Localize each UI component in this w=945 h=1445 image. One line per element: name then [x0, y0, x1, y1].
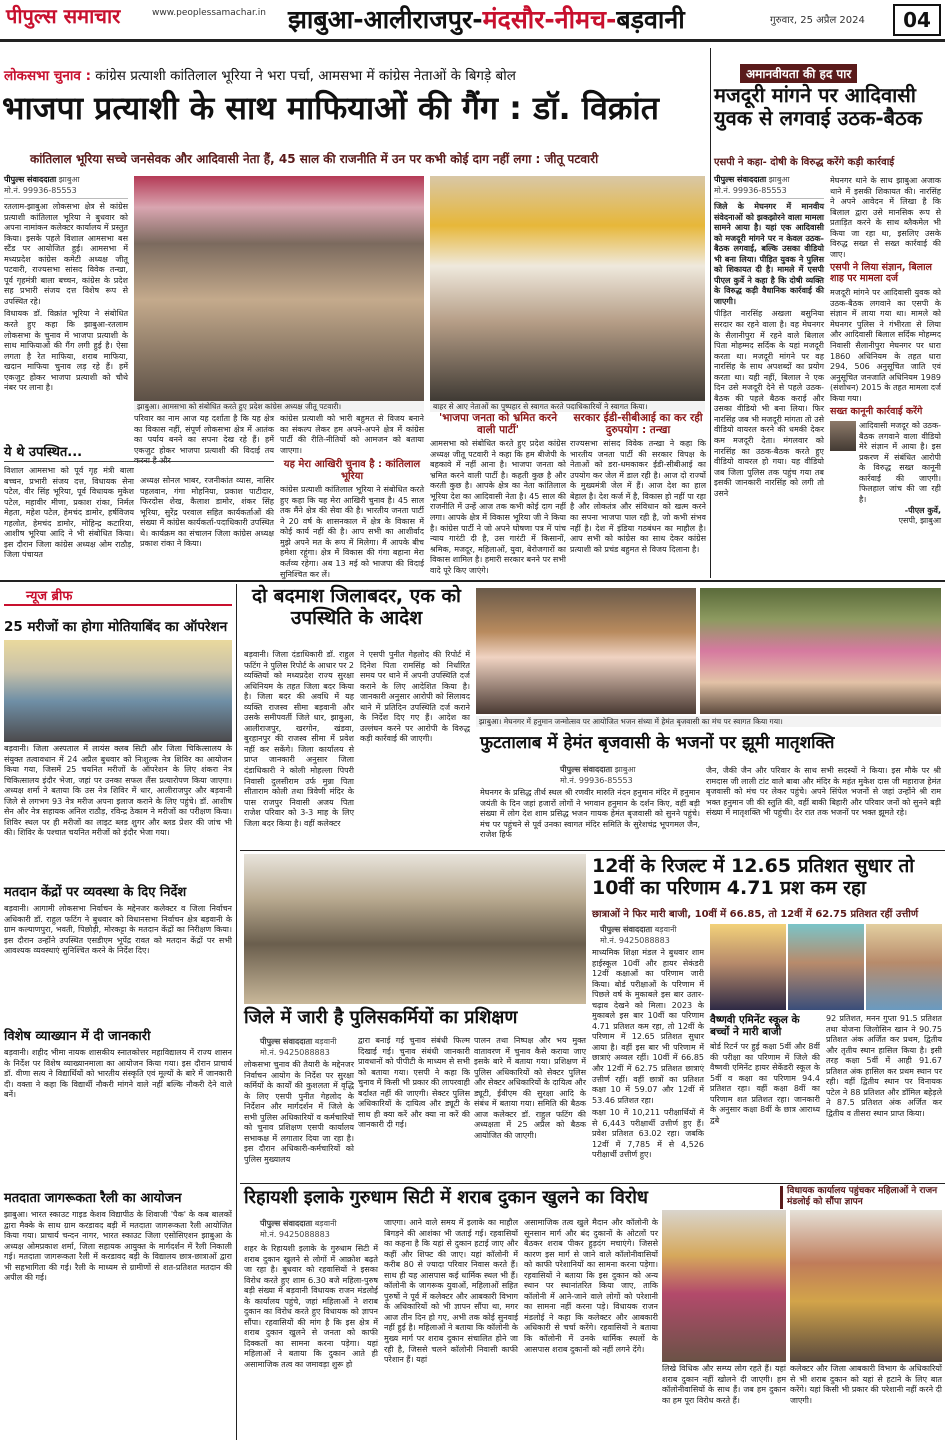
- brief-4-text: झाबुआ। भारत स्काउट गाइड केशव विद्यापीठ के शिवाजी 'पैक' के कब बालकों द्वारा मैक्के के साथ ग्राम करडावद बड़ी में मतदाता जागरूकता रैली आयोजित किया गया। प्राचार्य चन्दन नागर, भारत स्काउट जिला एसोसिएशन झाबुआ के अध्यक्ष ओमप्रकाश शर्मा, जिला सहायक आयुक्त के मार्गदर्शन में रैली निकाली गई। मतदाता जागरूकता रैली में करडावद बड़ी के विद्यालय छात्र-छात्राओं द्वारा भी सहभागिता की गई। रैली के माध्यम से ग्रामीणों से शत-प्रतिशत मतदान की अपील की गई।: [4, 1210, 232, 1283]
- liquor-caption-1-text: लिखे विधिक और सम्प्य लोग रहते हैं। यहां शराब दुकान नहीं खोलने दी जाएगी। हम कॉलोनीवासियों के साथ हैं। जब हम दुकान का हम पूरा विरोध करते हैं।: [662, 1364, 786, 1405]
- liquor-byline-place: बड़वानी: [314, 1219, 337, 1228]
- tankha-quote-body: राज्यसभा सांसद विवेक तन्खा ने कहा कि भारतीय जनता पार्टी की सरकार विपक्ष के नेताओं को डरा-धमकाकर ईडी-सीबीआई का उपयोग कर जेल में डाल रही है। आज दो राज्यों के मुख्यमंत्री जेल में हैं। आज देश का हाल बेहाल है। देश कर्ज में है, विकास हो नहीं पा रहा है और लोकतंत्र और संविधान को खत्म करने का सपना भाजपा पाल रही है, जो कभी संभव नहीं है। देश में इंडिया गठबंधन का माहौल है। आप सभी को कांग्रेस का साथ देकर कांग्रेस प्रत्याशी को प्रचंड बहुमत से विजय दिलाना है।: [570, 439, 706, 554]
- masthead: [0, 0, 945, 42]
- result-school-col-1: [710, 1042, 820, 1180]
- lead-column-4-text: कांग्रेस प्रत्याशी को भारी बहुमत से विजय बनाने का संकल्प लेकर हम अपने-अपने क्षेत्र में कांग्रेस पार्टी की रीति-नीतियों को आमजन को बताया जाएगा।: [280, 414, 424, 455]
- side-body-2: पीड़ित नारसिंह अखला बसुनिया सरदार का रहने वाला है। वह मेघनगर के सैलानीपुरा में रहने वाले बिलाल पिता मोहम्मद सर्दिक के यहां मजदूरी करता था। मजदूरी मांगने पर वह नारसिंह के साथ अपशब्दों का प्रयोग करता था। यही नहीं, बिलाल ने एक दिन उसे मजदूरी देने से पहले उठक-बैठक की पहले बैठक कराई और उसका वीडियो भी बना लिया। फिर नारसिंह जब भी मजदूरी मांगता तो उसे वीडियो वायरल करने की धमकी देकर कम मजदूरी देता। मंगलवार को नारसिंह का उठक-बैठक करते हुए वीडियो वायरल हो गया। यह वीडियो जब जिला पुलिस तक पहुंच गया तब इसकी जानकारी नारसिंह को लगी तो उसने: [714, 309, 824, 498]
- side-subhead-fir: एसपी ने लिया संज्ञान, बिलाल शाह पर मामला दर्ज: [830, 262, 932, 285]
- bhajan-byline-author: पीपुल्स संवाददाता: [560, 765, 613, 774]
- lead-strap-text: कांग्रेस प्रत्याशी कांतिलाल भूरिया ने भरा पर्चा, आमसभा में कांग्रेस नेताओं के बिगड़े बोल: [95, 68, 516, 84]
- training-headline: जिले में जारी है पुलिसकर्मियों का प्रशिक्षण: [244, 1007, 518, 1028]
- present-list-col-2: [140, 476, 274, 578]
- bhajan-headline: फुटतालाब में हेमंत बृजवासी के भजनों पर झूमी मातृशक्ति: [480, 733, 835, 753]
- zilabadar-text-2: ने एसपी पुनीत गेहलोद की रिपोर्ट में दिनेश पिता रामसिंह को निर्धारित समय पर थाने में अपनी उपस्थिति दर्ज कराने के लिए आदेशित किया है। जानकारी अनुसार आरोपी को सिलावद थाने में प्रतिदिन उपस्थिति दर्ज कराने के निर्देश दिए गए हैं। आदेश का उल्लंघन करने पर आरोपी के विरुद्ध कड़ी कार्रवाई की जाएगी।: [360, 650, 470, 744]
- bhajan-photo-crowd: [700, 588, 941, 714]
- lead-kicker: लोकसभा चुनाव :: [4, 68, 91, 84]
- result-school-col-2: [826, 1014, 942, 1180]
- training-byline-place: बड़वानी: [314, 1037, 337, 1046]
- bhajan-byline-place: झाबुआ: [614, 765, 636, 774]
- liquor-col-1: [244, 1244, 378, 1440]
- lead-byline: [4, 174, 128, 199]
- brief-1-photo-eye-camp: [4, 640, 232, 742]
- side-byline-mobile: मो.नं. 99936-85553: [714, 186, 787, 195]
- result-byline-mobile: मो.नं. 9425088883: [600, 936, 670, 945]
- training-photo: [244, 854, 586, 1004]
- tankha-quote-box: [570, 412, 706, 578]
- brief-3-body: [4, 1048, 232, 1188]
- bhajan-text-2: जैन, जैकी जैन और परिवार के साथ सभी सदस्यों ने किया। इस मौके पर श्री रामदास जी लाली टांट वाले बाबा और मंदिर के महंत मुकेश दास जी महाराज हेमंत बृजवासी को मंच पर लेकर पहुंचे। अपने सिंपेल भजनों से जहां उन्होंने श्री राम भक्त हनुमान जी की स्तुति की, वहीं बाकी बिहारी और परिवार जनों को सुनने बड़ी संख्या में मातृशक्ति भी पहुंची। देर रात तक भजनों पर भक्त झूमते रहे।: [706, 766, 941, 818]
- lead-column-4b-text: कांग्रेस प्रत्याशी कांतिलाल भूरिया ने संबोधित करते हुए कहा कि यह मेरा आखिरी चुनाव है। 45 साल तक मैंने क्षेत्र की सेवा की है। भारतीय जनता पार्टी ने 20 वर्ष के शासनकाल में क्षेत्र के विकास में कोई कार्य नहीं की है। आप सभी का आशीर्वाद मुझे अपने मत के रूप में मिलेगा। मैं आपके बीच हमेशा रहूंगा। क्षेत्र में विकास की गंगा बहाना मेरा कर्तव्य रहेगा। अब 13 मई को भाजपा की विदाई सुनिश्चित कर लें।: [280, 485, 424, 579]
- tankha-quote-heading: सरकार ईडी-सीबीआई का कर रही दुरुपयोग : तन्खा: [573, 412, 703, 437]
- liquor-text-3: असामाजिक तत्व खुले मैदान और कॉलोनी के सूनसान मार्ग और बंद दुकानों के ओटलों पर बैठकर शराब पीकर हुड़दंग मचाएंगे। जिससे कारण इस मार्ग से जाने वाले कॉलोनीवासियों को काफी परेशानियों का सामना करना पड़ेगा। रहवासियों ने बताया कि इस दुकान को अन्य स्थान पर स्थानांतरित किया जाए, ताकि कॉलोनी में आने-जाने वाले लोगों को परेशानी का सामना नहीं करना पड़े। विधायक राजन मंडलोई ने कहा कि कलेक्टर और आबकारी अधिकारी से चर्चा करेंगे। रहवासियों ने बताया कि कॉलोनी में उनके धार्मिक स्थलों के आसपास शराब दुकानों को नहीं लगने देंगे।: [524, 1218, 658, 1354]
- liquor-side-label: विधायक कार्यालय पहुंचकर महिलाओं ने राजन मंडलोई को सौंपा ज्ञापन: [780, 1186, 942, 1209]
- lead-photo-rally: [134, 176, 424, 401]
- lead-subhead: कांतिलाल भूरिया सच्चे जनसेवक और आदिवासी नेता हैं, 45 साल की राजनीति में उन पर कभी कोई दाग नहीं लगा : जीतू पटवारी: [30, 152, 599, 166]
- side-story-col-2: [830, 176, 941, 576]
- bhajan-byline-mobile: मो.नं. 99936-85553: [560, 776, 633, 785]
- lead-byline-author: पीपुल्स संवाददाता: [4, 175, 57, 184]
- liquor-photo-women: [662, 1210, 786, 1362]
- brief-3-heading: विशेष व्याख्यान में दी जानकारी: [4, 1029, 151, 1044]
- present-list-col-1: [4, 466, 134, 578]
- region-part-3: बड़वानी: [616, 5, 685, 34]
- brief-4-body: [4, 1210, 232, 1440]
- brief-2-heading: मतदान केंद्रों पर व्यवस्था के दिए निर्देश: [4, 885, 187, 900]
- zilabadar-text-1: बड़वानी। जिला दंडाधिकारी डॉ. राहुल फटिंग ने पुलिस रिपोर्ट के आधार पर 2 व्यक्तियों को मध्यप्रदेश राज्य सुरक्षा अधिनियम के तहत जिला बदर किया है। जिला बदर की अवधि में यह व्यक्ति राजस्व सीमा बड़वानी और उसके समीपवर्ती जिले धार, झाबुआ, आलीराजपुर, खरगोन, खंडवा, बुरहानपुर की राजस्व सीमा में प्रवेश नहीं कर सकेंगे। जिला कार्यालय से प्राप्त जानकारी अनुसार जिला दंडाधिकारी ने कोली मोहल्ला पिपरी निवासी दुलसीराम उर्फ मुन्ना पिता सीताराम कोली तथा त्रिवेणी मंदिर के पास राजपुर निवासी अजय पिता राजेश परिवार को 3-3 माह के लिए जिला बदर किया है। वहीं कलेक्टर: [244, 650, 354, 828]
- side-byline-author: पीपुल्स संवाददाता: [714, 175, 767, 184]
- bhajan-col-2: [706, 766, 941, 848]
- result-col-1: [592, 948, 704, 1180]
- liquor-caption-2: [790, 1364, 942, 1440]
- result-byline-place: बड़वानी: [654, 925, 677, 934]
- side-story-divider: [710, 48, 711, 578]
- lead-column-3: [134, 414, 274, 474]
- liquor-col-3: [524, 1218, 658, 1440]
- brief-1-body: [4, 744, 232, 882]
- bhajan-col-1: [480, 788, 700, 848]
- edition-date: गुरुवार, 25 अप्रैल 2024: [770, 15, 865, 26]
- lead-column-4: [280, 414, 424, 579]
- side-story-headline: मजदूरी मांगने पर आदिवासी युवक से लगवाई उठक-बैठक: [714, 83, 923, 130]
- lead-story-strap: [4, 66, 704, 84]
- side-body-3: मेघनगर थाने के साथ झाबुआ अजाक थाने में इसकी शिकायत की। नारसिंह ने अपने आवेदन में लिखा है कि बिलाल द्वारा उसे मानसिक रूप से प्रताड़ित करने के साथ ब्लैकमेल भी किया जा रहा था, इसलिए उसके विरुद्ध सख्त से सख्त कार्रवाई की जाए।: [830, 176, 941, 259]
- region-part-1: झाबुआ-आलीराजपुर-: [288, 5, 483, 34]
- liquor-byline-author: पीपुल्स संवाददाता: [260, 1219, 313, 1228]
- side-byline-place: झाबुआ: [768, 175, 790, 184]
- present-list-text-1: विशाल आमसभा को पूर्व गृह मंत्री बाला बच्चन, प्रभारी संजय दत्त, विधायक सेना पटेल, वीर सिंह भूरिया, पूर्व विधायक मुकेश पटेल, महावीर मीणा, प्रकाश रांका, निर्मल मेहता, महेश पटेल, हेमचंद डामोर, हर्षविजय गहलोत, हेमचंद डामोर, मोहिन्द्र कटारिया, आशीष भूरिया आदि ने भी संबोधित किया। इस दौरान जिला कांग्रेस अध्यक्ष ओम राठौड़, जिला पंचायत: [4, 466, 134, 560]
- lead-photo-leaders-caption: बाहर से आए नेताओं का पुष्पहार से स्वागत करते पदाधिकारियों ने स्वागत किया।: [430, 401, 705, 412]
- result-subhead: छात्राओं ने फिर मारी बाजी, 10वीं में 66.85, तो 12वीं में 62.75 प्रतिशत रहीं उत्तीर्ण: [592, 909, 919, 920]
- lead-body-paragraph-1: रतलाम-झाबुआ लोकसभा क्षेत्र से कांग्रेस प्रत्याशी कांतिलाल भूरिया ने बुधवार को अपना नामांकन कलेक्टर कार्यालय में प्रस्तुत किया। इसके पहले विशाल आमसभा बस स्टैंड पर आयोजित हुई। आमसभा में मध्यप्रदेश कांग्रेस कमेटी अध्यक्ष जीतू पटवारी, राज्यसभा सांसद विवेक तन्खा, पूर्व गृहमंत्री बाला बच्चन, कांग्रेस के प्रदेश सह प्रभारी संजय दत्त विशेष रूप से उपस्थित रहे।: [4, 202, 128, 306]
- section-divider-3: [240, 1183, 945, 1184]
- liquor-text-2: जाएगा। आने वाले समय में इलाके का माहौल बिगड़ने की आशंका भी जताई गई। रहवासियों का कहना है कि यहां से दुकान हटाई जाए और कहीं और शिफ्ट की जाए। यहां कॉलोनी में करीब 80 से ज्यादा परिवार निवास करते हैं। साथ ही यह आसपास कई धार्मिक स्थल भी हैं। कॉलोनी के जागरूक युवाओं, महिलाओं सहित पुरुषों ने पूर्व में कलेक्टर और आबकारी विभाग के अधिकारियों को भी ज्ञापन सौंपा था, मगर आज तीन दिन हो गए, अभी तक कोई सुनवाई नहीं हुई है। महिलाओं ने बताया कि कॉलोनी के मुख्य मार्ग पर शराब दुकान संचालित होने जा रही है, जिससे चलने कॉलोनी निवासी काफी परेशान हैं। यहां: [384, 1218, 518, 1365]
- lead-photo-leaders: [430, 176, 705, 401]
- bhajan-photo-stage: [476, 588, 696, 714]
- result-headline: 12वीं के रिजल्ट में 12.65 प्रतिशत सुधार तो 10वीं का परिणाम 4.71 प्रश कम रहा: [592, 855, 915, 899]
- zilabadar-col-2: [360, 650, 470, 846]
- lead-column-1: [4, 174, 128, 442]
- liquor-text-1: शहर के रिहायशी इलाके के गुरुधाम सिटी में शराब दुकान खुलने से लोगों में आक्रोश बढ़ते जा रहा है। बुधवार को रहवासियों ने इसका विरोध करते हुए शाम 6.30 बजे महिला-पुरुष बड़ी संख्या में बड़वानी विधायक राजन मंडलोई के कार्यालय पहुंचे, जहां महिलाओं ने शराब दुकान का विरोध करते हुए विधायक को ज्ञापन सौंपा। रहवासियों की मांग है कि इस क्षेत्र में शराब दुकान खुलने से जनता को काफी दिक्कतों का सामना करना पड़ेगा। यहां महिलाओं ने बताया कि दुकान आते ही असामाजिक तत्व का जमावड़ा शुरू हो: [244, 1244, 378, 1370]
- present-list-text-2: अध्यक्ष सोनल भाबर, रजनीकांत व्यास, नासिर पहलवान, गंगा मोहनिया, प्रकाश पाटीदार, फिरदोस शेख, कैलाश डामोर, शंकर सिंह भूरिया, सुरेंद्र परवाल सहित कार्यकर्ताओं की संख्या में कांग्रेस कार्यकर्ता-पदाधिकारी उपस्थित थे। कार्यक्रम का संचालन जिला कांग्रेस अध्यक्ष प्रकाश रांका ने किया।: [140, 476, 274, 549]
- brief-column-divider: [236, 584, 237, 1440]
- news-brief-label: न्यूज ब्रीफ: [4, 586, 232, 606]
- sp-portrait: [830, 421, 856, 451]
- side-body-1: जिले के मेघनगर में मानवीय संवेदनाओं को झकझोरने वाला मामला सामने आया है। यहां एक आदिवासी को मजदूरी मांगने पर न केवल उठक-बैठक लगवाई, बल्कि उसका वीडियो भी बना लिया। पीड़ित युवक ने पुलिस को शिकायत दी है। मामले में एसपी पीएल कुर्वे ने कहा है कि दोषी व्यक्ति के विरुद्ध कड़ी वैधानिक कार्रवाई की जाएगी।: [714, 202, 824, 306]
- patwari-quote-heading: 'भाजपा जनता को भ्रमित करने वाली पार्टी': [438, 412, 558, 437]
- result-byline-author: पीपुल्स संवाददाता: [600, 925, 653, 934]
- lead-headline: भाजपा प्रत्याशी के साथ माफियाओं की गैंग : डॉ. विक्रांत: [2, 89, 659, 127]
- section-divider-2: [240, 850, 945, 851]
- result-school-text-1: बोर्ड रिटर्न पर हुई कक्षा 5वीं और 8वीं की परीक्षा का परिणाम में जिले की वैष्णवी एमिनेंट हायर सेकेंडरी स्कूल के 5वीं व कक्षा का परिणाम 94.4 प्रतिशत रहा। वहीं कक्षा 8वीं का परिणाम शत प्रतिशत रहा। जानकारी के अनुसार कक्षा 8वीं के छात्र आराध्य द्वबे: [710, 1042, 820, 1125]
- liquor-caption-1: [662, 1364, 786, 1440]
- patwari-quote-body: आमसभा को संबोधित करते हुए प्रदेश कांग्रेस अध्यक्ष जीतू पटवारी ने कहा कि हम बीजेपी के बहकावे में नहीं आना है। भाजपा जनता को भ्रमित करने वाली पार्टी है। कहती कुछ है और करती कुछ है। आपके क्षेत्र का नेता कांतिलाल भूरिया देश का आदिवासी नेता है। 45 साल की राजनीति में उन्हें आज तक कभी कोई दाग नहीं लगा। आपके क्षेत्र में विकास भूरिया जी ने किया है। कांग्रेस पार्टी ने जो अपने घोषणा पत्र में पांच न्याय गारंटी दी है, उस गारंटी में किसानों, श्रमिक, मजदूर, महिलाओं, युवा, बेरोजगारों का विकास शामिल है। हमारी सरकार बनने पर सभी वादे पूरे किए जाएंगे।: [430, 439, 566, 575]
- newspaper-logo: पीपुल्स समाचार: [6, 4, 121, 28]
- liquor-headline: रिहायशी इलाके गुरुधाम सिटी में शराब दुकान खुलने का विरोध: [244, 1187, 648, 1208]
- side-story-subhead: एसपी ने कहा- दोषी के विरुद्ध करेंगे कड़ी कार्रवाई: [714, 157, 895, 168]
- last-election-subhead: यह मेरा आखिरी चुनाव है : कांतिलाल भूरिया: [283, 459, 421, 482]
- website-url: www.peoplessamachar.in: [152, 8, 266, 18]
- side-quote-role: एसपी, झाबुआ: [898, 516, 941, 526]
- page-number: 04: [893, 4, 941, 36]
- result-photo-student-1: [710, 924, 786, 1010]
- brief-2-text: बड़वानी। आगामी लोकसभा निर्वाचन के मद्देनजर कलेक्टर व जिला निर्वाचन अधिकारी डॉ. राहुल फटिंग ने बुधवार को विधानसभा निर्वाचन क्षेत्र बड़वानी के ग्राम कल्याणपुरा, भवती, पिछोड़ी, मोरकट्टा के मतदान केंद्रों का निरीक्षण किया। इस दौरान उन्होंने उपस्थित एसडीएम भूपेंद्र रावत को मतदान केंद्रों पर सभी आवश्यक व्यवस्थाएं सुनिश्चित करने के निर्देश दिए।: [4, 904, 232, 956]
- result-school-caption: वैष्णवी एमिनेंट स्कूल के बच्चों ने मारी बाजी: [710, 1014, 800, 1039]
- brief-1-text: बड़वानी। जिला अस्पताल में लायंस क्लब सिटी और जिला चिकित्सालय के संयुक्त तत्वावधान में 24 अप्रैल बुधवार को निःशुल्क नेत्र शिविर का आयोजन किया गया, जिसमें 25 चयनित मरीजों के ऑपरेशन के लिए शंकरा नेत्र चिकित्सालय इंदौर भेजा, जहां पर उनका सफल लैंस प्रत्यारोपण किया जाएगा। अध्यक्ष शर्मा ने बताया कि उस नेत्र शिविर में धार, आलीराजपुर और बड़वानी जिले से लगभग 93 नेत्र मरीज अपना इलाज कराने के लिए पहुंचे। डॉ. आशीष सेन और नेत्र सहायक अनिल राठौड़, रविन्द्र ठेकाम ने मरीजों का परीक्षण किया। शिविर स्थल पर ही मरीजों का लाइट ब्लड शुगर और ब्लड प्रेशर की जांच भी की। शिविर के पश्चात चयनित मरीजों को इंदौर भेजा गया।: [4, 744, 232, 838]
- training-col-2: [358, 1036, 470, 1180]
- lead-column-3-text: परिवार का नाम आज यह दर्शाता है कि यह क्षेत्र का विकास नहीं, संपूर्ण लोकसभा क्षेत्र में आतंक का पर्याय बनने का सपना देख रहे हैं। हमें एकजुट होकर भाजपा प्रत्याशी की विदाई तय करना है और: [134, 414, 274, 466]
- brief-1-heading: 25 मरीजों का होगा मोतियाबिंद का ऑपरेशन: [4, 619, 228, 635]
- training-text-3: पालन तथा निष्पक्ष और भय मुक्त वातावरण में चुनाव कैसे कराया जाए इसके बारे में बताया गया। प्रशिक्षण में पुलिस अधिकारियों को सेक्टर पुलिस और सेक्टर अधिकारियों के दायित्व और ड्यूटी, ईवीएम की सुरक्षा आदि के संबंध में बताया गया। समिति की बैठक आज कलेक्टर डॉ. राहुल फटिंग की अध्यक्षता में 25 अप्रैल को बैठक आयोजित की जाएगी।: [474, 1036, 586, 1140]
- side-story-col-1: [714, 174, 824, 574]
- side-body-4: मजदूरी मांगने पर आदिवासी युवक को उठक-बैठक लगवाने का एसपी के संज्ञान में लाया गया था। मामले को मेघनगर पुलिस ने गंभीरता से लिया और आदिवासी बिलाल सर्दिक मोहम्मद निवासी सैलानीपुरा मेघनगर पर धारा 1860 अधिनियम के तहत धारा 294, 506 अनुसूचित जाति एवं अनुसूचित जनजाति अधिनियम 1989 (संशोधन) 2015 के तहत मामला दर्ज किया गया।: [830, 288, 941, 403]
- liquor-col-2: [384, 1218, 518, 1440]
- result-photo-student-2: [788, 924, 864, 1010]
- brief-3-text: बड़वानी। शहीद भीमा नायक शासकीय स्नातकोत्तर महाविद्यालय में राज्य शासन के निर्देश पर विशेष व्याख्यानमाला का आयोजन किया गया। इस दौरान प्राचार्य डॉ. वीणा सत्य ने विद्यार्थियों को भारतीय संस्कृति एवं मूल्यों के बारे में जानकारी दी। वक्ता ने कहा कि विद्यार्थी नौकरी मांगने वाले नहीं बल्कि नौकरी देने वाले बनें।: [4, 1048, 232, 1100]
- side-byline: [714, 174, 824, 199]
- section-divider-1: [0, 580, 945, 582]
- page-region-title: [288, 2, 798, 36]
- result-text-1: माध्यमिक शिक्षा मंडल ने बुधवार शाम हाईस्कूल 10वीं और हायर सेकंडरी 12वीं कक्षाओं का परिणाम जारी किया। बोर्ड परीक्षाओं के परिणाम में पिछले वर्ष के मुकाबले इस बार उतार-चढ़ाव देखने को मिला। 2023 के मुकाबले इस बार 10वीं का परिणाम 4.71 प्रतिशत कम रहा, तो 12वीं के परिणाम में 12.65 प्रतिशत सुधार आया है। वहीं इस बार भी परिणाम में छात्राएं अव्वल रहीं। 10वीं में 66.85 और 12वीं में 62.75 प्रतिशत छात्राएं उत्तीर्ण रहीं। वहीं छात्रों का प्रतिशत कक्षा 10 में 59.07 और 12वीं में 53.46 प्रतिशत रहा।: [592, 948, 704, 1105]
- brief-2-body: [4, 904, 232, 1026]
- side-quote-author: -पीएल कुर्वे,: [904, 505, 941, 515]
- region-part-2: मंदसौर-नीमच-: [482, 5, 617, 34]
- result-photo-student-3: [866, 924, 942, 1010]
- zilabadar-col-1: [244, 650, 354, 846]
- brief-4-heading: मतदाता जागरूकता रैली का आयोजन: [4, 1191, 182, 1206]
- training-byline-mobile: मो.नं. 9425088883: [260, 1048, 330, 1057]
- bhajan-photo-caption: झाबुआ। मेघनगर में हनुमान जन्मोत्सव पर आयोजित भजन संध्या में हेमंत बृजवासी का मंच पर स्वागत किया गया।: [476, 716, 941, 727]
- liquor-photo-memorandum: [790, 1210, 942, 1362]
- side-subhead-action: सख्त कानूनी कार्रवाई करेंगे: [830, 406, 923, 418]
- lead-byline-place: झाबुआ: [58, 175, 80, 184]
- lead-photo-rally-caption: झाबुआ। आमसभा को संबोधित करते हुए प्रदेश कांग्रेस अध्यक्ष जीतू पटवारी।: [134, 401, 424, 412]
- training-col-1: [244, 1060, 354, 1180]
- result-school-text-2: 92 प्रतिशत, मनन गुप्ता 91.5 प्रतिशत तथा योजना जिलोसिन खान ने 90.75 प्रतिशत अंक अर्जित कर प्रथम, द्वितीय और तृतीय स्थान हासिल किया है। इसी तरह कक्षा 5वीं में आही 91.67 प्रतिशत अंक हासिल कर प्रथम स्थान पर रही। वहीं द्वितीय स्थान पर विनायक पटेल ने 88 प्रतिशत और डॉमिल बहेड़ले ने 87.5 प्रतिशत अंक अर्जित कर द्वितीय व तीसरा स्थान प्राप्त किया।: [826, 1014, 942, 1118]
- lead-byline-mobile: मो.नं. 99936-85553: [4, 186, 77, 195]
- training-byline-author: पीपुल्स संवाददाता: [260, 1037, 313, 1046]
- liquor-caption-2-text: कलेक्टर और जिला आबकारी विभाग के अधिकारियों से भी शराब दुकान को यहां से हटाने के लिए बात करेंगे। यहां किसी भी प्रकार की परेशानी नहीं करने दी जाएगी।: [790, 1364, 942, 1405]
- bhajan-text-1: मेघनगर के प्रसिद्ध तीर्थ स्थल श्री रणवीर मारुति नंदन हनुमान मंदिर में हनुमान जयंती के दिन जहां हजारों लोगों ने भगवान हनुमान के दर्शन किए, वहीं बड़ी संख्या में लोग देश शाम प्रसिद्ध भजन गायक हेमंत बृजवासी को सुनने पहुंचे। मंच पर पहुंचने से पूर्व उनका स्वागत मंदिर समिति के सुरेशचंद्र भूपगमल जैन, राजेश हिर्फ: [480, 788, 700, 840]
- training-text-2: द्वारा बनाई गई चुनाव संबंधी फिल्म दिखाई गई। चुनाव संबंधी जानकारी प्रावधानों को पीपीटी के माध्यम से सभी को बताया गया। एसपी ने कहा कि चुनाव में किसी भी प्रकार की लापरवाही बर्दाश्त नहीं की जाएगी। सेक्टर पुलिस अधिकारियों के दायित्व और ड्यूटी के साथ ही क्या करें और क्या ना करें की जानकारी दी गई।: [358, 1036, 470, 1130]
- liquor-byline-mobile: मो.नं. 9425088883: [260, 1230, 330, 1239]
- zilabadar-headline: दो बदमाश जिलाबदर, एक को उपस्थिति के आदेश: [252, 585, 461, 629]
- result-text-2: कक्षा 10 में 10,211 परीक्षार्थियों में से 6,443 परीक्षार्थी उत्तीर्ण हुए हैं। प्रवेश प्रतिशत 63.02 रहा। जबकि 12वीं में 7,785 में से 4,526 परीक्षार्थी उत्तीर्ण हुए।: [592, 1108, 704, 1160]
- side-body-5: आदिवासी मजदूर को उठक-बैठक लगवाने वाला वीडियो मेरे संज्ञान में आया है। इस प्रकरण में संबंधित आरोपी के विरुद्ध सख्त कानूनी कार्रवाई की जाएगी। फिलहाल जांच की जा रही है।: [859, 421, 941, 504]
- present-heading: ये थे उपस्थित...: [4, 446, 274, 462]
- lead-body-paragraph-2: विधायक डॉ. विक्रांत भूरिया ने संबोधित करते हुए कहा कि झाबुआ-रतलाम लोकसभा के चुनाव में भाजपा प्रत्याशी के साथ माफियाओं की गैंग लगी हुई है। ऐसा लगता है रेत माफिया, शराब माफिया, खदान माफिया चुनाव लड़ रहे हैं। हमें एकजुट होकर भाजपा प्रत्याशी को चौथे नंबर पर लाना है।: [4, 309, 128, 393]
- patwari-quote-box: [430, 412, 566, 578]
- training-text-1: लोकसभा चुनाव की तैयारी के मद्देनजर निर्वाचन आयोग के निर्देश पर सुरक्षा कर्मियों के कार्यों की कुशलता में वृद्धि के लिए एसपी पुनीत गेहलोद के निर्देशन और मार्गदर्शन में जिले के सभी पुलिस अधिकारियों व कर्मचारियों को चुनाव प्रशिक्षण एसपी कार्यालय सभाकक्ष में लगातार दिया जा रहा है। इस दौरान अधिकारी-कर्मचारियों को पुलिस मुख्यालय: [244, 1060, 354, 1164]
- training-col-3: [474, 1036, 586, 1180]
- side-story-label: अमानवीयता की हद पार: [740, 64, 857, 83]
